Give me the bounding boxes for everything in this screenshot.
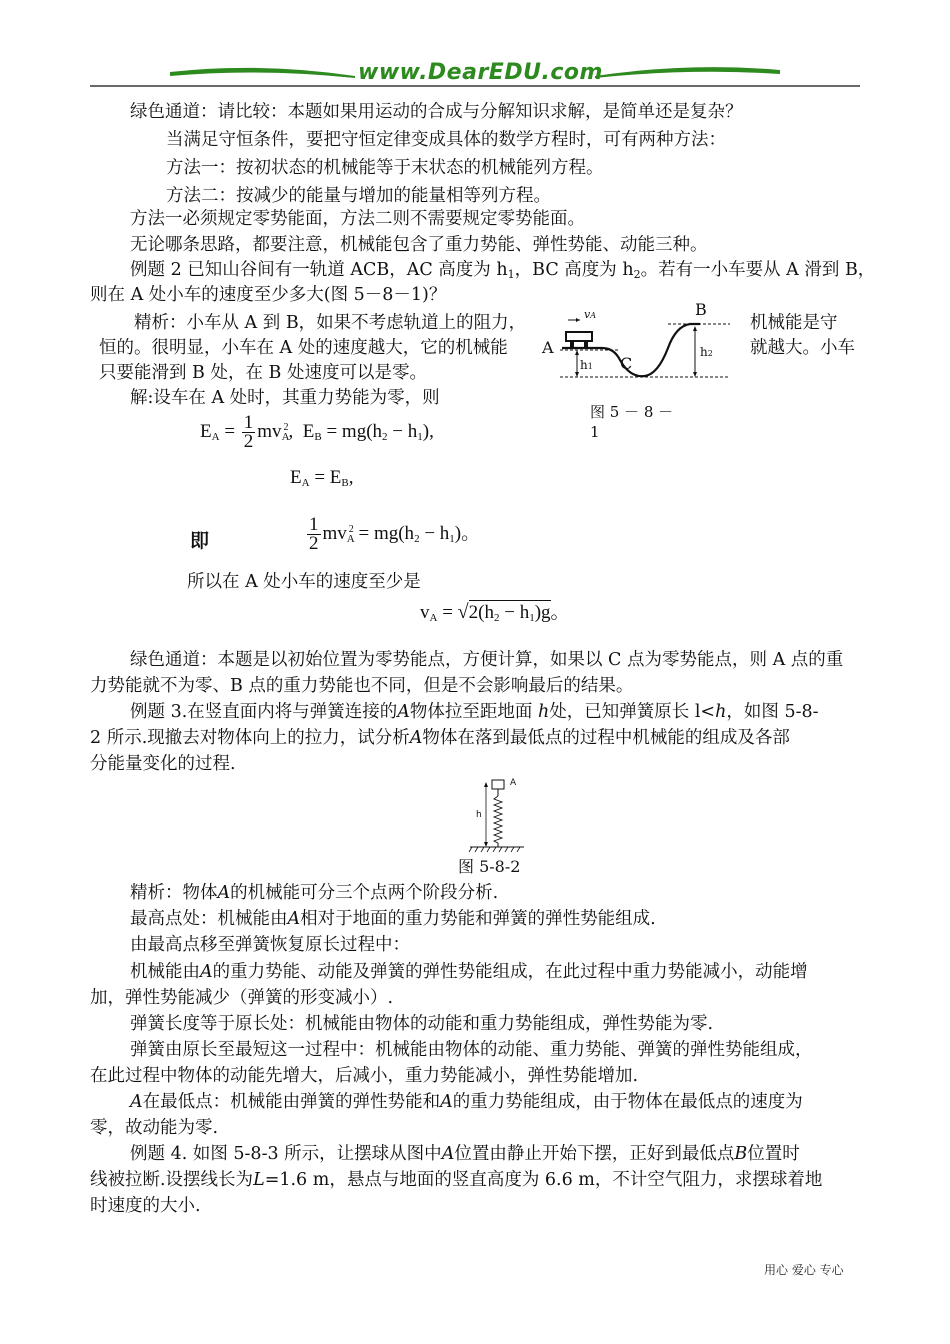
para-zero-potential: 方法一必须规定零势能面，方法二则不需要规定零势能面。	[130, 209, 585, 229]
solution-intro: 解:设车在 A 处时，其重力势能为零，则	[130, 388, 440, 408]
equation-energy-equal: $E_A = E_B$,	[290, 467, 354, 489]
footer-slogan: 用心 爱心 专心	[764, 1263, 844, 1277]
ex3-analysis-7: 弹簧由原长至最短这一过程中：机械能由物体的动能、重力势能、弹簧的弹性势能组成，	[130, 1040, 813, 1060]
site-logo[interactable]: www.DearEDU.com	[358, 60, 603, 85]
ex3-analysis-10: 零，故动能为零.	[90, 1118, 219, 1138]
ex3-analysis-2: 最高点处：机械能由A相对于地面的重力势能和弹簧的弹性势能组成.	[130, 909, 656, 929]
ex3-analysis-8: 在此过程中物体的动能先增大，后减小，重力势能减小，弹性势能增加.	[90, 1066, 639, 1086]
para-method-2: 方法二：按减少的能量与增加的能量相等列方程。	[166, 186, 551, 206]
figure-5-8-2-caption: 图 5-8-2	[458, 857, 521, 876]
ex3-analysis-1: 精析：物体A的机械能可分三个点两个阶段分析.	[130, 883, 499, 903]
equation-result: $v_A = √2(h_2 - h_1)g$。	[420, 601, 570, 624]
ex3-analysis-9: A在最低点：机械能由弹簧的弹性势能和A的重力势能组成，由于物体在最低点的速度为	[130, 1092, 803, 1112]
figure-5-8-1	[540, 298, 740, 393]
equation-ea-eb: $E_A$ = $\frac{1}{2}$ $mv_A^2$, $E_B = mg(h_2 - h_1)$,	[200, 412, 434, 452]
example-3-line-2: 2 所示.现撤去对物体向上的拉力，试分析A物体在落到最低点的过程中机械能的组成及各部	[90, 728, 790, 748]
para-green-channel-1: 绿色通道：请比较：本题如果用运动的合成与分解知识求解，是简单还是复杂？	[130, 102, 743, 122]
green-channel-2-line-2: 力势能就不为零、B 点的重力势能也不同，但是不会影响最后的结果。	[90, 676, 634, 696]
ex3-analysis-3: 由最高点移至弹簧恢复原长过程中：	[130, 935, 410, 955]
therefore-label: 即	[190, 530, 210, 552]
fig1-label-h2: h2	[700, 345, 713, 359]
figure-5-8-2	[466, 776, 526, 856]
example-4-line-3: 时速度的大小.	[90, 1196, 201, 1216]
example-2-line-1: 例题 2 已知山谷间有一轨道 ACB，AC 高度为 $h_1$，BC 高度为 $h_2$。若有一小车要从 A 滑到 B，	[130, 260, 876, 281]
analysis-left-1: 精析：小车从 A 到 B，如果不考虑轨道上的阻力，	[134, 313, 527, 333]
fig1-label-h1: h1	[580, 358, 593, 372]
example-2-line-2: 则在 A 处小车的速度至少多大(图 5－8－1)？	[90, 285, 447, 305]
ex3-analysis-4: 机械能由A的重力势能、动能及弹簧的弹性势能组成，在此过程中重力势能减小，动能增	[130, 962, 808, 982]
fig1-label-b: B	[695, 300, 707, 319]
example-3-line-3: 分能量变化的过程.	[90, 754, 236, 774]
conclusion-text: 所以在 A 处小车的速度至少是	[187, 572, 421, 592]
green-channel-2-line-1: 绿色通道：本题是以初始位置为零势能点，方便计算，如果以 C 点为零势能点，则 A 点的重	[130, 650, 844, 670]
equation-combined: $\frac{1}{2}$ $mv_A^2 = mg(h_2 - h_1)$。	[309, 514, 481, 554]
ex3-analysis-5: 加，弹性势能减少（弹簧的形变减小）.	[90, 988, 394, 1008]
analysis-right-2: 就越大。小车	[750, 338, 855, 358]
para-conditions: 当满足守恒条件，要把守恒定律变成具体的数学方程时，可有两种方法：	[166, 130, 726, 150]
example-4-line-1: 例题 4. 如图 5-8-3 所示，让摆球从图中A位置由静止开始下摆，正好到最低点B位置时	[130, 1144, 800, 1164]
figure-5-8-1-caption-2: 1	[590, 423, 600, 441]
fig2-label-a: A	[510, 778, 517, 788]
analysis-left-2: 恒的。很明显，小车在 A 处的速度越大，它的机械能	[99, 338, 508, 358]
example-3-line-1: 例题 3.在竖直面内将与弹簧连接的A物体拉至距地面 h处，已知弹簧原长 l<h，如图 5-8-	[130, 702, 819, 722]
example-4-line-2: 线被拉断.设摆线长为L=1.6 m，悬点与地面的竖直高度为 6.6 m，不计空气阻力，求摆球着地	[90, 1170, 823, 1190]
analysis-left-3: 只要能滑到 B 处，在 B 处速度可以是零。	[99, 363, 427, 383]
fig2-label-h: h	[476, 810, 482, 820]
ex3-analysis-6: 弹簧长度等于原长处：机械能由物体的动能和重力势能组成，弹性势能为零.	[130, 1014, 714, 1034]
analysis-right-1: 机械能是守	[750, 313, 838, 333]
fig1-label-va: vA	[584, 308, 596, 321]
fig1-label-c: C	[620, 354, 633, 373]
spring-diagram	[466, 776, 526, 856]
fig1-label-a: A	[542, 338, 554, 357]
header-banner	[90, 58, 860, 92]
para-method-1: 方法一：按初状态的机械能等于末状态的机械能列方程。	[166, 158, 604, 178]
para-energy-types: 无论哪条思路，都要注意，机械能包含了重力势能、弹性势能、动能三种。	[130, 235, 708, 255]
figure-5-8-1-caption: 图 5 － 8 －	[590, 403, 674, 421]
